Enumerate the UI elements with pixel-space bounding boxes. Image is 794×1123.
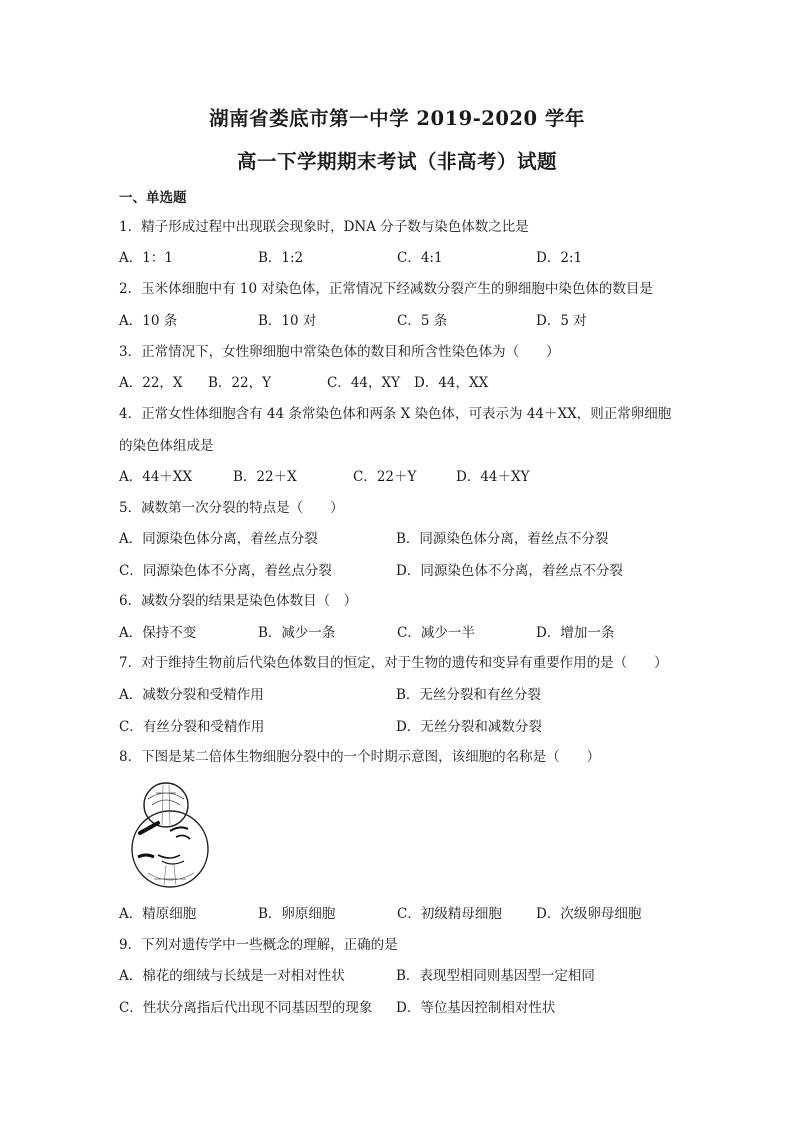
q9-option-c: C．性状分离指后代出现不同基因型的现象 (119, 1000, 373, 1016)
q6-option-a: A．保持不变 (119, 625, 197, 641)
q4-option-a: A．44＋XX (119, 469, 193, 485)
q2-option-c: C．5 条 (397, 313, 448, 329)
q1-option-a: A．1：1 (119, 250, 173, 266)
q8-option-d: D．次级卵母细胞 (536, 906, 642, 922)
section-heading: 一、单选题 (119, 190, 187, 206)
question-4: 4．正常女性体细胞含有 44 条常染色体和两条 X 染色体，可表示为 44＋XX，则正常卵细胞 (119, 406, 672, 422)
question-7: 7．对于维持生物前后代染色体数目的恒定，对于生物的遗传和变异有重要作用的是（ ） (119, 655, 668, 671)
q4-option-b: B．22＋X (233, 469, 297, 485)
question-9: 9．下列对遗传学中一些概念的理解，正确的是 (119, 937, 398, 953)
q6-option-d: D．增加一条 (536, 625, 615, 641)
q8-option-a: A．精原细胞 (119, 906, 197, 922)
question-4-continued: 的染色体组成是 (119, 438, 214, 454)
q1-option-b: B．1:2 (258, 250, 304, 266)
exam-title-line-2: 高一下学期期末考试（非高考）试题 (236, 150, 557, 173)
q7-option-b: B．无丝分裂和有丝分裂 (396, 687, 541, 703)
q5-option-b: B．同源染色体分离，着丝点不分裂 (396, 531, 609, 547)
q3-option-b: B．22，Y (208, 375, 272, 391)
question-1: 1．精子形成过程中出现联会现象时，DNA 分子数与染色体数之比是 (119, 219, 529, 235)
q5-option-c: C．同源染色体不分离，着丝点分裂 (119, 563, 332, 579)
q3-option-d: D．44，XX (414, 375, 489, 391)
q9-option-b: B．表现型相同则基因型一定相同 (396, 968, 595, 984)
question-2: 2．玉米体细胞中有 10 对染色体，正常情况下经减数分裂产生的卵细胞中染色体的数目是 (119, 281, 653, 297)
q5-option-d: D．同源染色体不分离，着丝点不分裂 (396, 563, 623, 579)
q7-option-c: C．有丝分裂和受精作用 (119, 719, 265, 735)
q8-option-b: B．卵原细胞 (258, 906, 336, 922)
q8-option-c: C．初级精母细胞 (397, 906, 502, 922)
q3-option-a: A．22，X (119, 375, 183, 391)
q6-option-b: B．减少一条 (258, 625, 336, 641)
q1-option-c: C．4:1 (397, 250, 443, 266)
question-5: 5．减数第一次分裂的特点是（ ） (119, 500, 344, 516)
question-6: 6．减数分裂的结果是染色体数目（ ） (119, 593, 358, 609)
q4-option-d: D．44＋XY (456, 469, 530, 485)
q7-option-a: A．减数分裂和受精作用 (119, 687, 264, 703)
q9-option-d: D．等位基因控制相对性状 (396, 1000, 556, 1016)
question-8: 8．下图是某二倍体生物细胞分裂中的一个时期示意图，该细胞的名称是（ ） (119, 749, 601, 765)
q2-option-a: A．10 条 (119, 313, 178, 329)
q1-option-d: D．2:1 (536, 250, 583, 266)
q9-option-a: A．棉花的细绒与长绒是一对相对性状 (119, 968, 345, 984)
cell-division-diagram (118, 777, 218, 892)
q2-option-b: B．10 对 (258, 313, 317, 329)
q4-option-c: C．22＋Y (353, 469, 417, 485)
q5-option-a: A．同源染色体分离，着丝点分裂 (119, 531, 318, 547)
q7-option-d: D．无丝分裂和减数分裂 (396, 719, 542, 735)
q3-option-c: C．44，XY (327, 375, 401, 391)
question-3: 3．正常情况下，女性卵细胞中常染色体的数目和所含性染色体为（ ） (119, 344, 560, 360)
q6-option-c: C．减少一半 (397, 625, 475, 641)
exam-title-line-1: 湖南省娄底市第一中学 2019-2020 学年 (209, 107, 585, 130)
q2-option-d: D．5 对 (536, 313, 587, 329)
